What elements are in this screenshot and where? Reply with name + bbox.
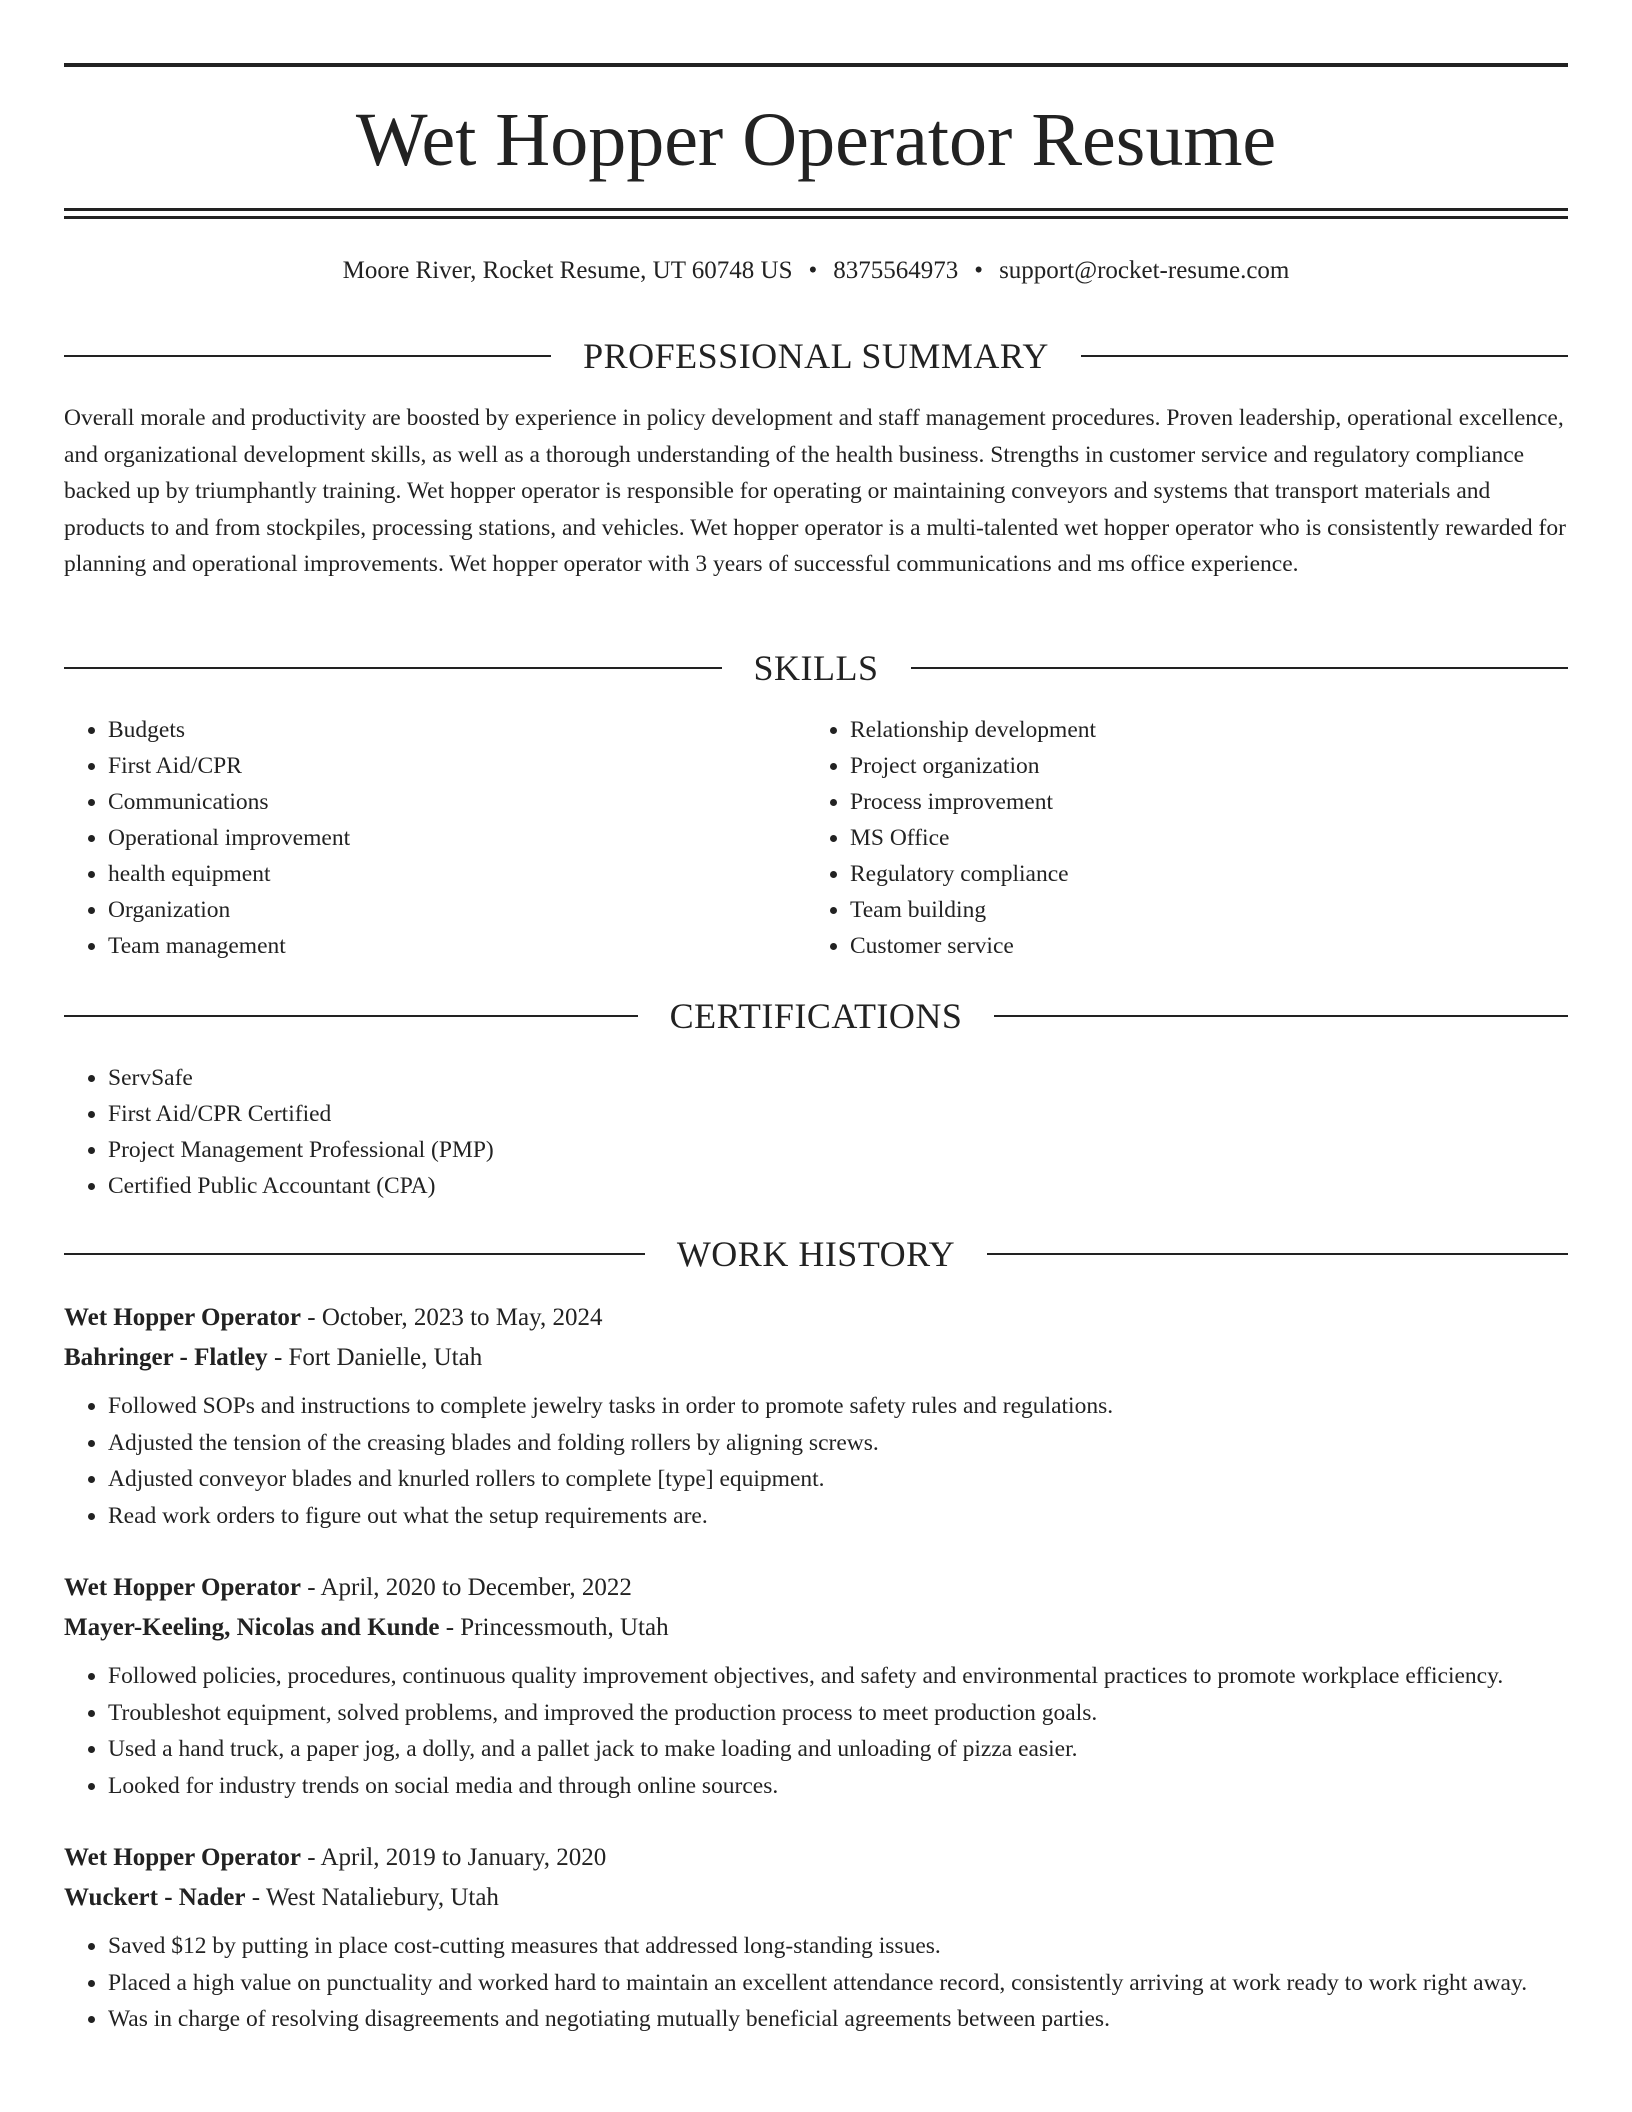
job-location: - Princessmouth, Utah	[439, 1614, 669, 1641]
job-bullet: • Adjusted the tension of the creasing blades and folding rollers by aligning screws.	[108, 1425, 1568, 1462]
skill-item: • Customer service	[850, 928, 1526, 964]
job-bullet: • Was in charge of resolving disagreements and negotiating mutually beneficial agreements between parties.	[108, 2001, 1568, 2038]
job-bullet: • Adjusted conveyor blades and knurled rollers to complete [type] equipment.	[108, 1461, 1568, 1498]
top-rule	[64, 63, 1568, 67]
contact-phone: 8375564973	[833, 257, 959, 284]
job-bullet: • Followed policies, procedures, continuous quality improvement objectives, and safety and environmental practices to promote workplace efficiency.	[108, 1658, 1568, 1695]
title-double-rule-lower	[64, 216, 1568, 219]
contact-email: support@rocket-resume.com	[999, 257, 1290, 284]
job-title-line	[64, 1568, 1568, 1608]
job-company: Mayer-Keeling, Nicolas and Kunde	[64, 1614, 440, 1641]
job-bullet: • Read work orders to figure out what the setup requirements are.	[108, 1498, 1568, 1535]
section-rule	[64, 1015, 638, 1017]
section-rule	[64, 1253, 645, 1255]
job-location: - Fort Danielle, Utah	[267, 1344, 483, 1371]
job-bullet: • Saved $12 by putting in place cost-cutting measures that addressed long-standing issues.	[108, 1928, 1568, 1965]
skills-section-header	[64, 646, 1568, 690]
job-dates: - April, 2019 to January, 2020	[301, 1844, 607, 1871]
job-company-line	[64, 1338, 1568, 1378]
certification-item: • Project Management Professional (PMP)	[108, 1132, 1568, 1168]
job-company-line	[64, 1878, 1568, 1918]
section-rule	[1081, 355, 1568, 357]
job-title-line	[64, 1838, 1568, 1878]
section-rule	[994, 1015, 1568, 1017]
work-history-heading: WORK HISTORY	[676, 1234, 956, 1274]
summary-text: Overall morale and productivity are boosted by experience in policy development and staff management procedures. Proven leadership, operational excellence, and organizational development skills, as well as a thorough understanding of the health business. Strengths in customer service and regulatory compliance backed up by triumphantly training. Wet hopper operator is responsible for operating or maintaining conveyors and systems that transport materials and products to and from stockpiles, processing stations, and vehicles. Wet hopper operator is a multi-talented wet hopper operator who is consistently rewarded for planning and operational improvements. Wet hopper operator with 3 years of successful communications and ms office experience.	[64, 405, 1566, 577]
skill-item: • First Aid/CPR	[108, 748, 784, 784]
skill-item: • Operational improvement	[108, 820, 784, 856]
skill-item: • Budgets	[108, 712, 784, 748]
title-double-rule-upper	[64, 208, 1568, 211]
skill-item: • Team management	[108, 928, 784, 964]
job-title: Wet Hopper Operator	[64, 1574, 301, 1601]
job-location: - West Nataliebury, Utah	[245, 1884, 499, 1911]
contact-separator: •	[808, 257, 818, 284]
section-rule	[64, 355, 551, 357]
section-rule	[64, 667, 722, 669]
job-company-line	[64, 1608, 1568, 1648]
skill-item: • Relationship development	[850, 712, 1526, 748]
skill-item: • Communications	[108, 784, 784, 820]
certifications-section-header	[64, 994, 1568, 1038]
skills-heading: SKILLS	[753, 648, 879, 688]
skills-left-column	[64, 712, 784, 964]
job-company: Wuckert - Nader	[64, 1884, 246, 1911]
certifications-heading: CERTIFICATIONS	[669, 996, 963, 1036]
skill-item: • Process improvement	[850, 784, 1526, 820]
contact-line	[64, 254, 1568, 288]
job-entry	[64, 1838, 1568, 2038]
job-bullet: • Troubleshot equipment, solved problems, and improved the production process to meet production goals.	[108, 1695, 1568, 1732]
skill-item: • health equipment	[108, 856, 784, 892]
work-history-list	[64, 1298, 1568, 2072]
contact-address: Moore River, Rocket Resume, UT 60748 US	[342, 257, 793, 284]
job-title-line	[64, 1298, 1568, 1338]
job-dates: - April, 2020 to December, 2022	[301, 1574, 632, 1601]
job-dates: - October, 2023 to May, 2024	[301, 1304, 603, 1331]
summary-heading: PROFESSIONAL SUMMARY	[583, 336, 1049, 376]
job-entry	[64, 1568, 1568, 1804]
job-bullet: • Followed SOPs and instructions to complete jewelry tasks in order to promote safety rules and regulations.	[108, 1388, 1568, 1425]
section-rule	[987, 1253, 1568, 1255]
job-title: Wet Hopper Operator	[64, 1304, 301, 1331]
work-history-section-header	[64, 1232, 1568, 1276]
certification-item: • First Aid/CPR Certified	[108, 1096, 1568, 1132]
resume-title: Wet Hopper Operator Resume	[355, 98, 1277, 182]
skill-item: • Organization	[108, 892, 784, 928]
job-company: Bahringer - Flatley	[64, 1344, 268, 1371]
skill-item: • Regulatory compliance	[850, 856, 1526, 892]
section-rule	[911, 667, 1569, 669]
certifications-list	[64, 1060, 1568, 1204]
job-bullet: • Looked for industry trends on social media and through online sources.	[108, 1768, 1568, 1805]
job-bullet: • Used a hand truck, a paper jog, a dolly, and a pallet jack to make loading and unloading of pizza easier.	[108, 1731, 1568, 1768]
skill-item: • Project organization	[850, 748, 1526, 784]
summary-section-header	[64, 334, 1568, 378]
certification-item: • Certified Public Accountant (CPA)	[108, 1168, 1568, 1204]
contact-separator: •	[974, 257, 984, 284]
skills-right-column	[806, 712, 1526, 964]
job-title: Wet Hopper Operator	[64, 1844, 301, 1871]
job-entry	[64, 1298, 1568, 1534]
certification-item: • ServSafe	[108, 1060, 1568, 1096]
skill-item: • MS Office	[850, 820, 1526, 856]
job-bullet: • Placed a high value on punctuality and worked hard to maintain an excellent attendance record, consistently arriving at work ready to work right away.	[108, 1965, 1568, 2002]
skill-item: • Team building	[850, 892, 1526, 928]
